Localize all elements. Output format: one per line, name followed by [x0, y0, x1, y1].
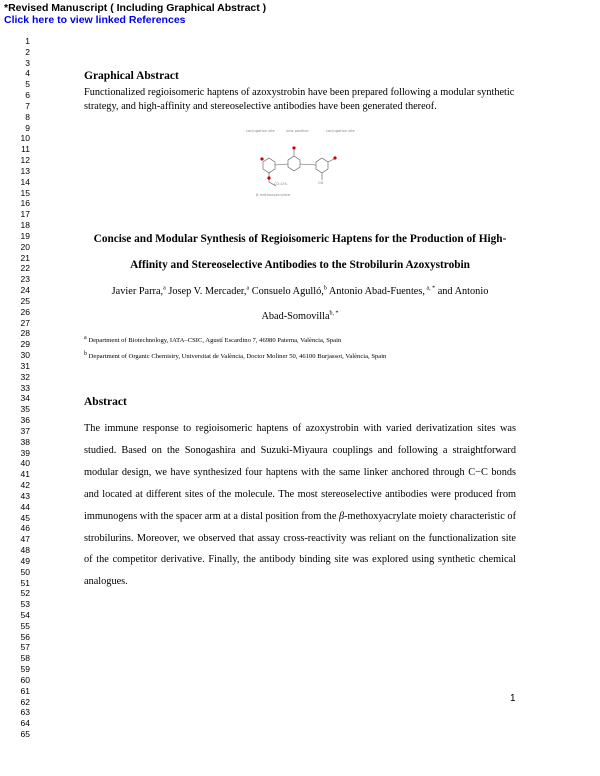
line-number: 33: [20, 382, 30, 393]
line-number: 47: [20, 534, 30, 545]
paper-title-line1: Concise and Modular Synthesis of Regioisomeric Haptens for the Production of High-: [93, 233, 507, 245]
line-number: 3: [25, 57, 30, 68]
graphical-abstract-title: Graphical Abstract: [84, 70, 179, 82]
paper-title-line2: Affinity and Stereoselective Antibodies to the Strobilurin Azoxystrobin: [130, 259, 470, 271]
line-number: 21: [20, 252, 30, 263]
fig-label-6: CN: [318, 181, 324, 185]
line-number: 35: [20, 404, 30, 415]
line-number: 38: [20, 436, 30, 447]
line-number: 15: [20, 187, 30, 198]
line-number: 43: [20, 490, 30, 501]
line-number: 1: [25, 36, 30, 46]
line-number: 45: [20, 512, 30, 523]
fig-label-3: conjugation site: [326, 129, 355, 133]
line-number: 6: [25, 90, 30, 101]
graphical-abstract-figure: [238, 122, 363, 202]
line-number: 20: [20, 241, 30, 252]
line-number: 18: [20, 220, 30, 231]
line-number: 64: [20, 718, 30, 729]
line-number: 65: [20, 729, 30, 740]
line-number: 27: [20, 317, 30, 328]
line-number: 34: [20, 393, 30, 404]
line-number: 29: [20, 339, 30, 350]
line-number: 36: [20, 415, 30, 426]
line-number: 28: [20, 328, 30, 339]
line-number: 39: [20, 447, 30, 458]
line-number: 14: [20, 176, 30, 187]
abstract-text: The immune response to regioisomeric haptens of azoxystrobin with varied derivatization sites was studied. Based on the Sonogashira and Suzuki-Miyaura couplings and following a straightforward modular design, we have synthesized four haptens with the same linker anchored through C−C bonds and located at different sites of the molecule. The most stereoselective antibodies were produced from immunogens with the spacer arm at a distal position from the β-methoxyacrylate moiety characteristic of strobilurins. Moreover, we observed that assay cross-reactivity was reliant on the functionalization site of the competitor derivative. Finally, the antibody binding site was explored using synthetic chemical analogues.: [84, 423, 516, 588]
line-number: 31: [20, 360, 30, 371]
line-number: 42: [20, 480, 30, 491]
fig-label-2: new position: [286, 129, 309, 133]
revised-manuscript-header: *Revised Manuscript ( Including Graphical Abstract ): [4, 2, 267, 14]
line-number: 58: [20, 653, 30, 664]
fig-label-4: β-methoxyacrylate: [256, 193, 290, 197]
line-number: 61: [20, 685, 30, 696]
line-number: 17: [20, 209, 30, 220]
line-number: 4: [25, 68, 30, 79]
fig-label-5: CO₂CH₃: [274, 182, 288, 186]
line-number: 62: [20, 696, 30, 707]
line-number: 22: [20, 263, 30, 274]
line-number: 56: [20, 631, 30, 642]
page-number: 1: [510, 693, 516, 704]
line-number: 51: [20, 577, 30, 588]
line-number: 30: [20, 350, 30, 361]
line-number: 49: [20, 555, 30, 566]
line-number: 54: [20, 609, 30, 620]
fig-label-1: conjugation site: [246, 129, 275, 133]
affiliation-a: $^a$ Department of Biotechnology, IATA–CSIC, Agustí Escardino 7, 46980 Paterna, València, Spain: [84, 334, 342, 344]
graphical-abstract-text: Functionalized regioisomeric haptens of azoxystrobin have been prepared following a modular synthetic strategy, and high-affinity and stereoselective antibodies have been generated thereof.: [84, 87, 515, 112]
authors-line2: Abad-Somovilla$^{b, *}$: [261, 310, 339, 322]
line-number: 12: [20, 155, 30, 166]
abstract-heading: Abstract: [84, 396, 127, 408]
line-number: 23: [20, 274, 30, 285]
line-number: 60: [20, 674, 30, 685]
line-number: 11: [21, 144, 30, 155]
line-number: 9: [25, 122, 30, 133]
line-number: 53: [20, 599, 30, 610]
line-number: 7: [25, 100, 30, 111]
line-number: 5: [25, 79, 30, 90]
line-number: 10: [20, 133, 30, 144]
line-number: 52: [20, 588, 30, 599]
line-number: 40: [20, 458, 30, 469]
line-number: 32: [20, 371, 30, 382]
line-number: 57: [20, 642, 30, 653]
line-number: 48: [20, 545, 30, 555]
line-number: 19: [20, 230, 30, 241]
line-number: 59: [20, 664, 30, 675]
affiliation-b: $^b$ Department of Organic Chemistry, Universitat de València, Doctor Moliner 50, 46100 Burjassot, València, Spain: [84, 350, 387, 360]
line-number: 50: [20, 566, 30, 577]
line-number: 63: [20, 707, 30, 718]
line-number: 25: [20, 295, 30, 306]
line-number: 26: [20, 306, 30, 317]
line-number: 24: [20, 285, 30, 296]
line-number: 44: [20, 501, 30, 512]
line-number: 37: [20, 425, 30, 436]
line-number: 46: [20, 523, 30, 534]
line-number: 2: [25, 46, 30, 57]
line-number: 41: [20, 469, 30, 480]
line-number: 16: [20, 198, 30, 209]
line-number: 8: [25, 111, 30, 122]
line-number: 13: [20, 165, 30, 176]
linked-references-link[interactable]: Click here to view linked References: [4, 14, 186, 26]
authors-line1: Javier Parra,$^a$ Josep V. Mercader,$^a$ Consuelo Agulló,$^b$ Antonio Abad-Fuentes, $^{a, *}$ and Antonio: [111, 285, 489, 297]
line-number: 55: [20, 620, 30, 631]
